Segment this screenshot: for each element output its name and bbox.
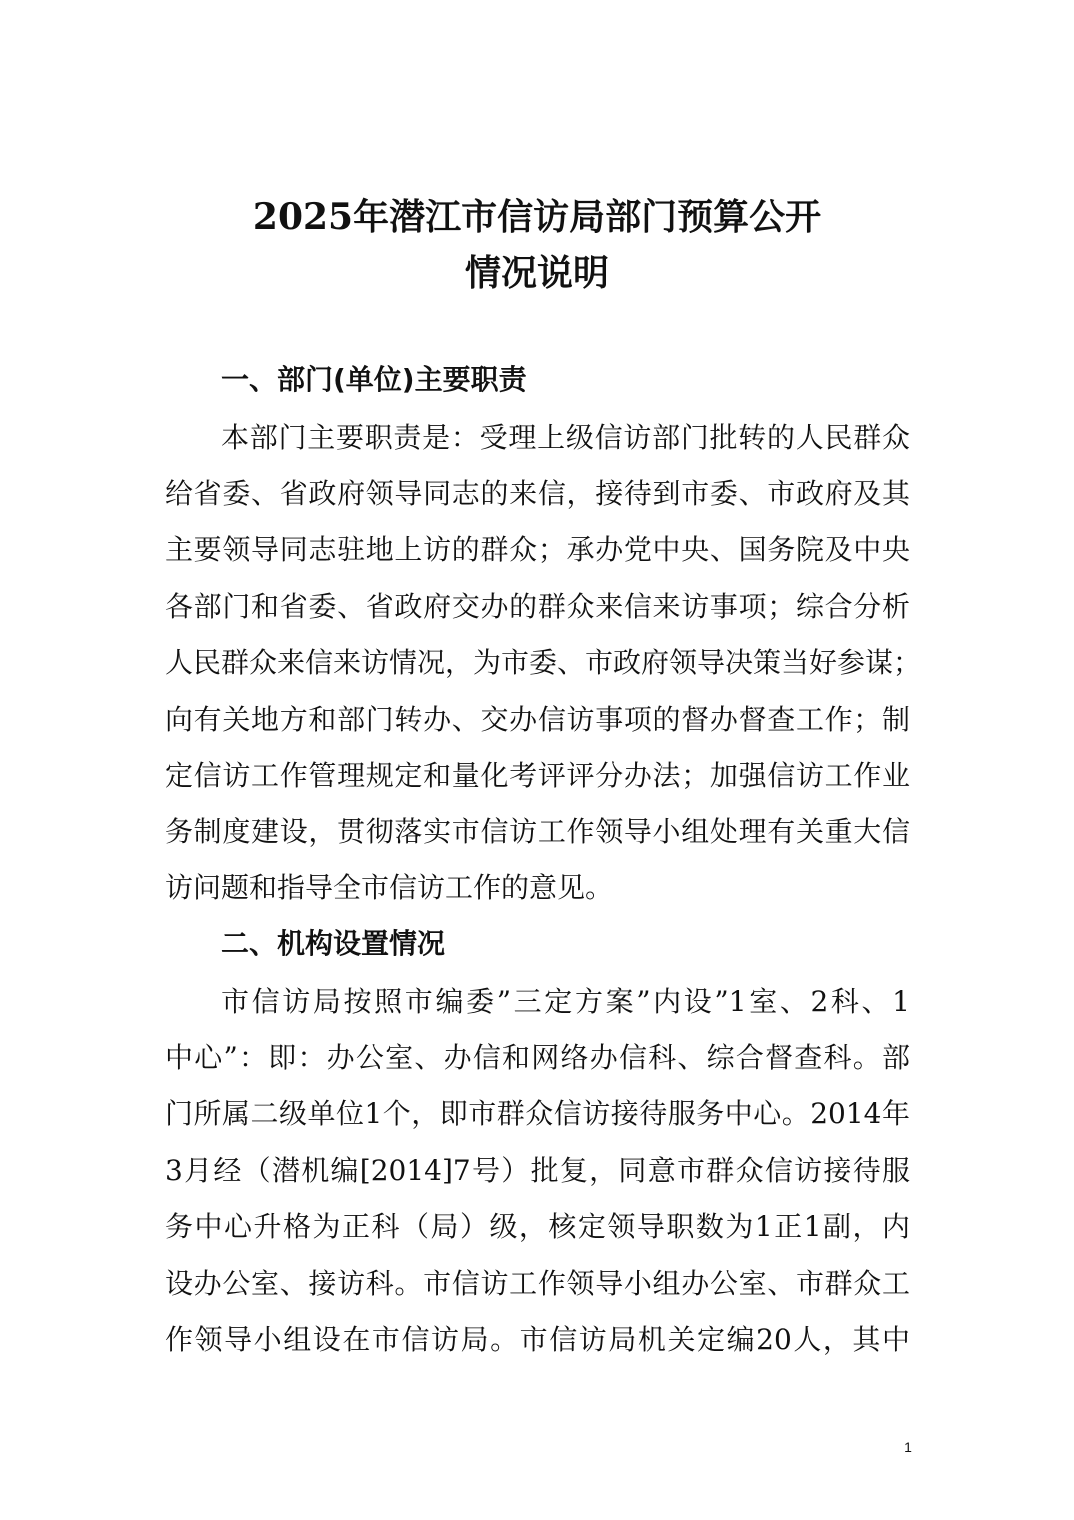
section-heading-organization: 二、机构设置情况 (221, 927, 446, 960)
paragraph-line: 务制度建设，贯彻落实市信访工作领导小组处理有关重大信 (165, 815, 910, 848)
paragraph-line: 市信访局按照市编委”三定方案”内设”1室、2科、1 (221, 985, 910, 1018)
paragraph-line: 各部门和省委、省政府交办的群众来信来访事项；综合分析 (165, 590, 910, 623)
paragraph-line: 设办公室、接访科。市信访工作领导小组办公室、市群众工 (165, 1267, 910, 1300)
page-number: 1 (904, 1439, 912, 1455)
document-title-line-1: 2025年潜江市信访局部门预算公开 (252, 196, 822, 238)
document-title-line-2: 情况说明 (464, 252, 609, 294)
paragraph-line: 门所属二级单位1个，即市群众信访接待服务中心。2014年 (165, 1097, 910, 1130)
paragraph-line: 本部门主要职责是：受理上级信访部门批转的人民群众 (221, 421, 910, 454)
paragraph-line: 中心”：即：办公室、办信和网络办信科、综合督查科。部 (165, 1041, 910, 1074)
paragraph-line: 给省委、省政府领导同志的来信，接待到市委、市政府及其 (165, 477, 910, 510)
paragraph-line: 主要领导同志驻地上访的群众；承办党中央、国务院及中央 (165, 533, 910, 566)
paragraph-line: 3月经（潜机编[2014]7号）批复，同意市群众信访接待服 (165, 1154, 910, 1187)
section-heading-responsibilities: 一、部门(单位)主要职责 (221, 363, 527, 396)
paragraph-line: 定信访工作管理规定和量化考评评分办法；加强信访工作业 (165, 759, 910, 792)
paragraph-line: 务中心升格为正科（局）级，核定领导职数为1正1副，内 (165, 1210, 910, 1243)
paragraph-line: 人民群众来信来访情况，为市委、市政府领导决策当好参谋； (165, 646, 922, 679)
paragraph-line: 向有关地方和部门转办、交办信访事项的督办督查工作；制 (165, 703, 910, 736)
paragraph-line: 作领导小组设在市信访局。市信访局机关定编20人，其中 (165, 1323, 910, 1356)
paragraph-line: 访问题和指导全市信访工作的意见。 (165, 871, 614, 904)
